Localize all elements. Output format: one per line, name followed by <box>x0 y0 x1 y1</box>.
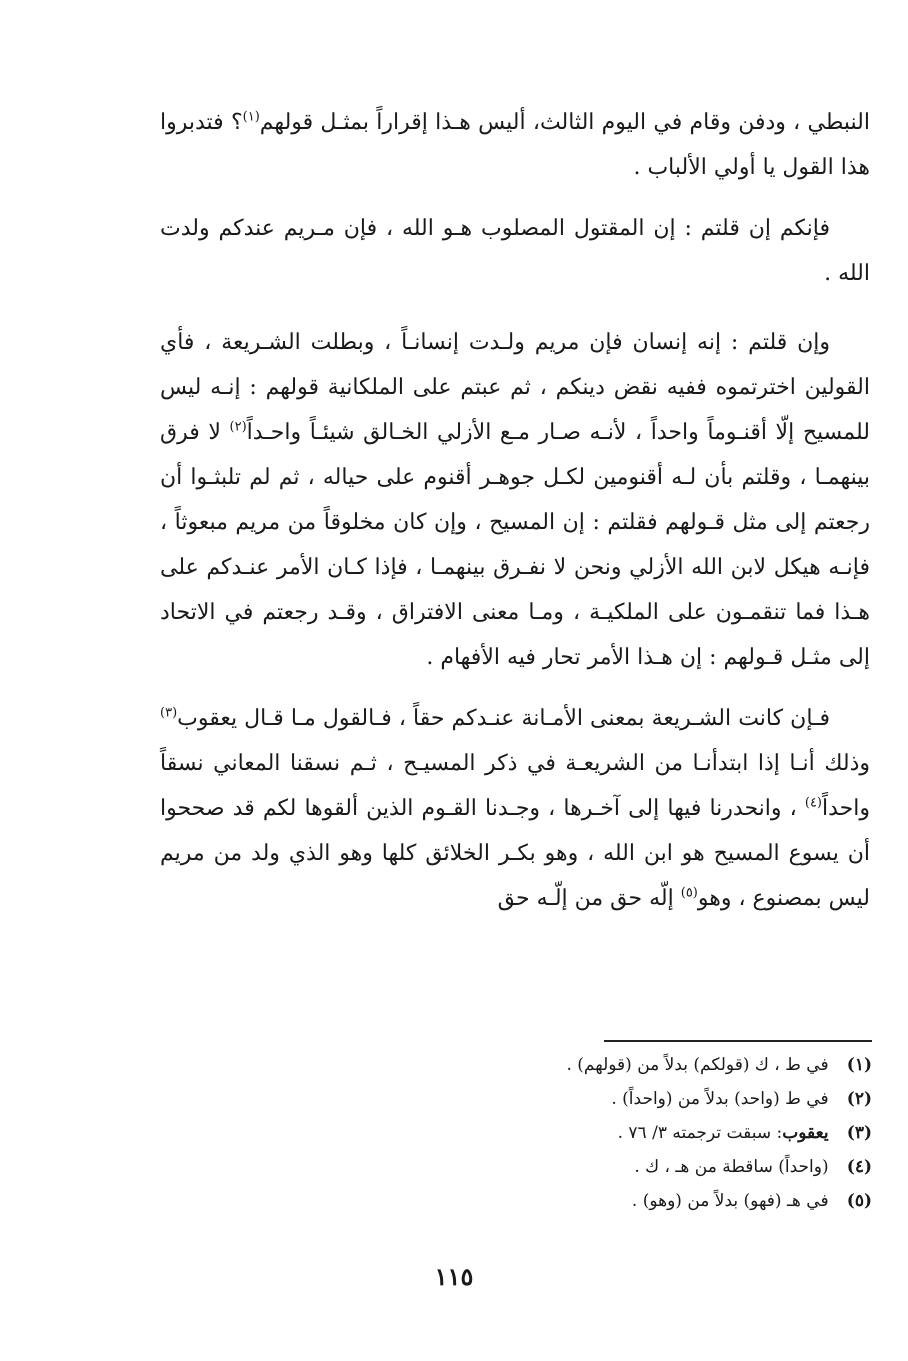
paragraph-text: فـإن كانت الشـريعة بمعنى الأمـانة عنـدكم حقاً ، فـالقول مـا قـال يعقوب <box>177 706 830 731</box>
page-number: ١١٥ <box>434 1262 474 1291</box>
footnote-text: (واحداً) ساقطة من هـ ، ك . <box>634 1157 829 1177</box>
footnote-text: في ط ، ك (قولكم) بدلاً من (قولهم) . <box>566 1055 829 1075</box>
footnote-text: في ط (واحد) بدلاً من (واحداً) . <box>611 1089 829 1109</box>
footnote-text-group <box>618 1123 829 1143</box>
footnote-number: (٣) <box>846 1123 872 1143</box>
paragraph-text: ، وانحدرنا فيها إلى آخـرها ، وجـدنا القـوم الذين ألقوها لكم قد صححوا أن يسوع المسيح هو ابن الله ، وهو بكـر الخلائق كلها وهو الذي ولد من مريم ليس بمصنوع ، وهو <box>160 796 870 911</box>
paragraph-text: فإنكم إن قلتم : إن المقتول المصلوب هـو الله ، فإن مـريم عندكم ولدت الله . <box>160 216 870 286</box>
paragraph-3 <box>160 320 870 680</box>
paragraph-text: إلّه حق من إلّـه حق <box>497 886 681 911</box>
footnotes <box>300 1048 872 1218</box>
paragraph-4 <box>160 696 870 921</box>
footnote-ref-1: (١) <box>242 109 260 125</box>
footnote-4 <box>300 1150 872 1184</box>
footnote-number: (٤) <box>846 1157 872 1177</box>
paragraph-text: ؟ فتدبروا هذا القول يا أولي الألباب . <box>160 110 870 180</box>
footnote-3 <box>300 1116 872 1150</box>
paragraph-text: لا فرق بينهمـا ، وقلتم بأن لـه أقنومين لكـل جوهـر أقنوم على حياله ، ثم لم تلبثـوا أن رجعتم إلى مثل قـولهم فقلتم : إن المسيح ، وإن كان مخلوقاً من مريم مبعوثاً ، فإنـه هيكل لابن الله الأزلي ونحن لا نفـرق بينهمـا ، فإذا كـان الأمر عنـدكم على هـذا فما تنقمـون على الملكيـة ، ومـا معنى الافتراق ، وقـد رجعتم في الاتحاد إلى مثـل قـولهم : إن هـذا الأمر تحار فيه الأفهام . <box>160 420 870 670</box>
footnote-number: (١) <box>846 1055 872 1075</box>
paragraph-2 <box>160 206 870 296</box>
footnote-ref-5: (٥) <box>680 885 698 901</box>
footnote-number: (٥) <box>846 1191 872 1211</box>
footnote-5 <box>300 1184 872 1218</box>
footnote-lead: يعقوب <box>782 1123 829 1143</box>
paragraph-text: وإن قلتم : إنه إنسان فإن مريم ولـدت إنسانـاً ، وبطلت الشـريعة ، فأي القولين اخترتموه ففيه نقض دينكم ، ثم عبتم على الملكانية قولهم : إنـه ليس للمسيح إلّا أقنـوماً واحداً ، لأنـه صـار مـع الأزلي الخـالق شيئـاً واحـداً <box>160 330 870 445</box>
footnote-ref-3: (٣) <box>160 705 178 721</box>
paragraph-1 <box>160 100 870 190</box>
footnote-ref-4: (٤) <box>804 795 822 811</box>
main-text <box>160 100 870 937</box>
footnote-divider <box>604 1040 872 1042</box>
footnote-1 <box>300 1048 872 1082</box>
footnote-2 <box>300 1082 872 1116</box>
footnote-number: (٢) <box>846 1089 872 1109</box>
footnote-text: في هـ (فهو) بدلاً من (وهو) . <box>631 1191 829 1211</box>
paragraph-text: وذلك أنـا إذا ابتدأنـا من الشريعـة في ذكر المسيـح ، ثـم نسقنا المعاني نسقاً واحداً <box>160 751 870 821</box>
footnote-text: : سبقت ترجمته ٣/ ٧٦ . <box>617 1123 783 1143</box>
paragraph-text: النبطي ، ودفن وقام في اليوم الثالث، أليس هـذا إقراراً بمثـل قولهم <box>259 110 870 135</box>
footnote-ref-2: (٢) <box>229 419 247 435</box>
